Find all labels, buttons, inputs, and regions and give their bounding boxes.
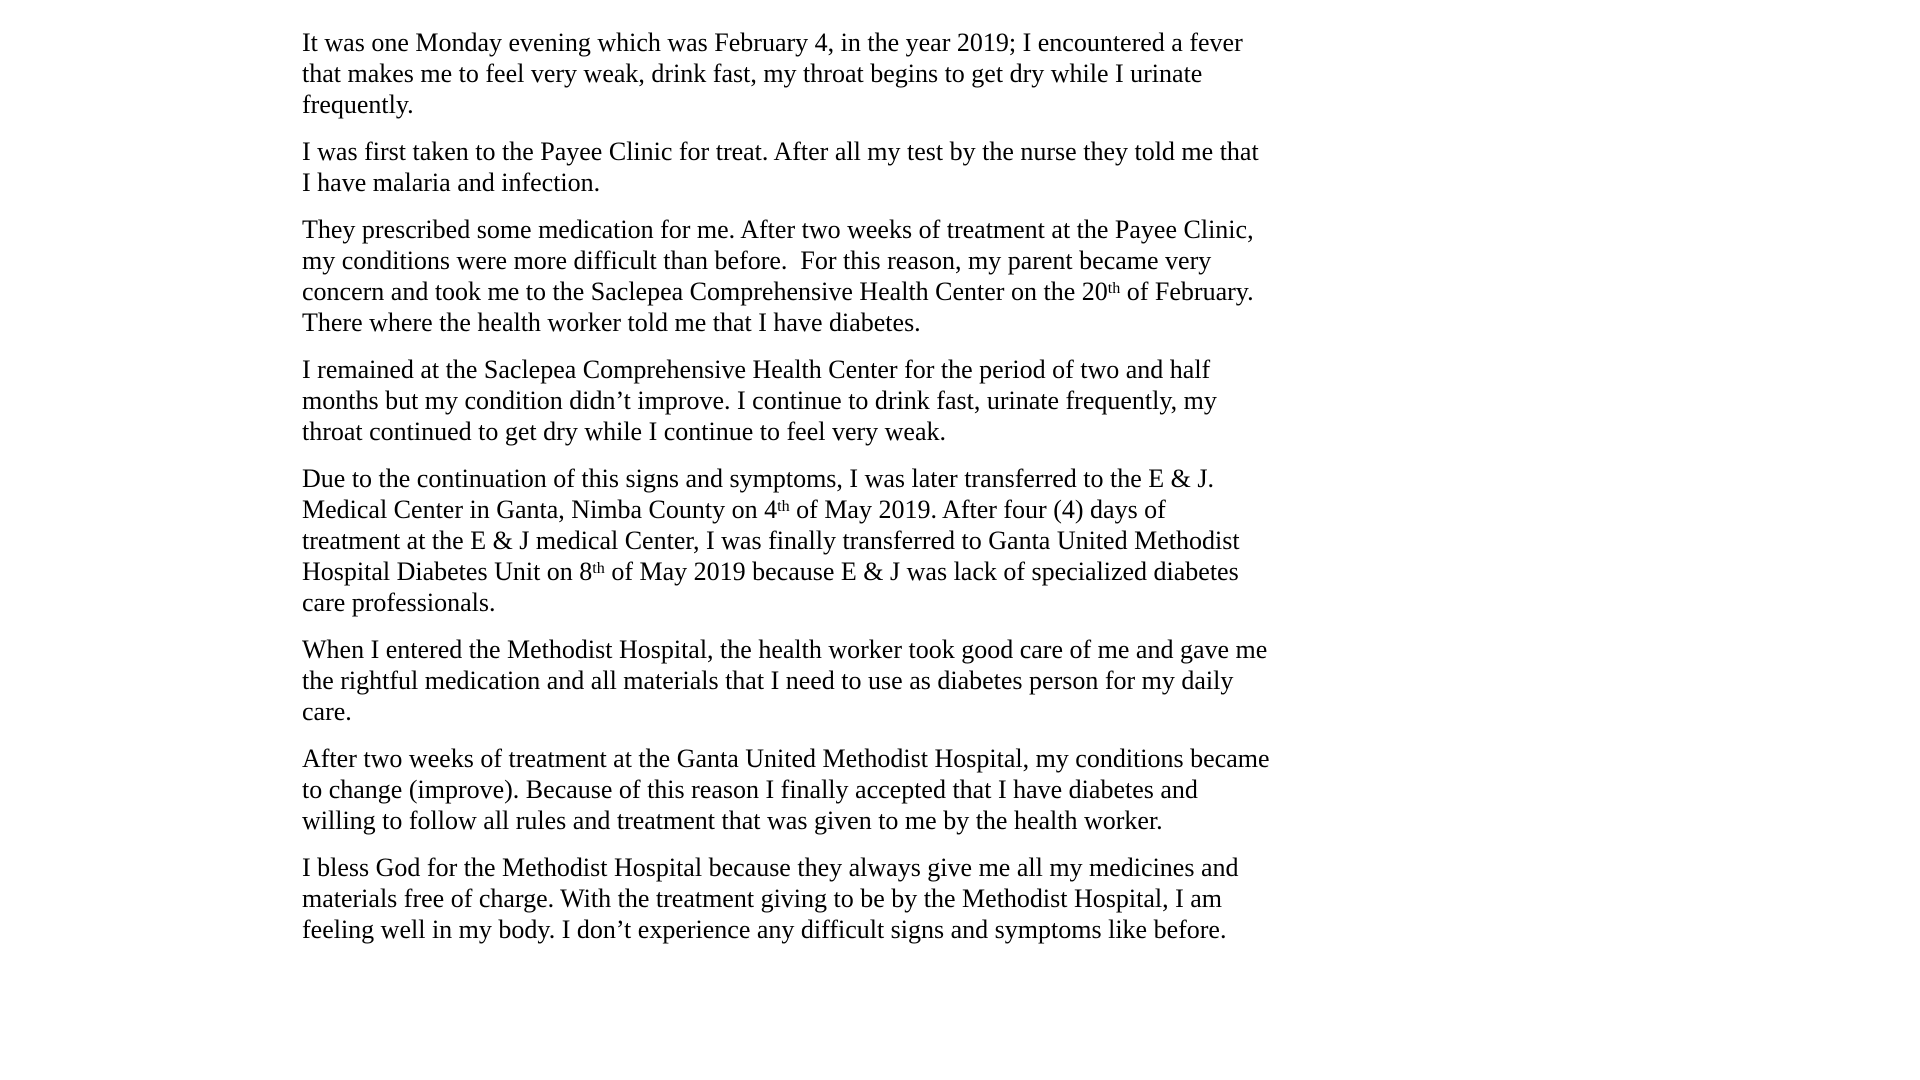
paragraph-text: of May 2019 because E & J was lack of specialized diabetes care professionals. [302,557,1239,617]
document-body [302,27,1270,945]
paragraph-text: It was one Monday evening which was February 4, in the year 2019; I encountered a fever that makes me to feel very weak, drink fast, my throat begins to get dry while I urinate frequently. [302,28,1243,119]
paragraph [302,852,1270,945]
paragraph-text: When I entered the Methodist Hospital, the health worker took good care of me and gave me the rightful medication and all materials that I need to use as diabetes person for my daily care. [302,635,1268,726]
paragraph [302,214,1270,338]
paragraph-text: of May 2019. After four (4) days of treatment at the E & J medical Center, I was finally transferred to Ganta United Methodist Hospital Diabetes Unit on 8 [302,495,1240,586]
paragraph [302,136,1270,198]
paragraph [302,463,1270,618]
paragraph-text: I was first taken to the Payee Clinic for treat. After all my test by the nurse they told me that I have malaria and infection. [302,137,1259,197]
paragraph [302,354,1270,447]
paragraph-text: of February. There where the health worker told me that I have diabetes. [302,277,1254,337]
paragraph-text: Due to the continuation of this signs and symptoms, I was later transferred to the E & J. Medical Center in Ganta, Nimba County on 4 [302,464,1214,524]
paragraph [302,27,1270,120]
paragraph-text: I bless God for the Methodist Hospital because they always give me all my medicines and materials free of charge. With the treatment giving to be by the Methodist Hospital, I am feeling well in my body. I don’t experience any difficult signs and symptoms like before. [302,853,1239,944]
ordinal-superscript: th [1107,279,1121,297]
ordinal-superscript: th [592,559,605,577]
ordinal-superscript: th [777,497,790,515]
paragraph-text: I remained at the Saclepea Comprehensive Health Center for the period of two and half months but my condition didn’t improve. I continue to drink fast, urinate frequently, my throat continued to get dry while I continue to feel very weak. [302,355,1217,446]
paragraph [302,634,1270,727]
paragraph-text: They prescribed some medication for me. After two weeks of treatment at the Payee Clinic, my conditions were more difficult than before. For this reason, my parent became very concern and took me to the Saclepea Comprehensive Health Center on the 20 [302,215,1254,306]
paragraph [302,743,1270,836]
paragraph-text: After two weeks of treatment at the Ganta United Methodist Hospital, my conditions became to change (improve). Because of this reason I finally accepted that I have diabetes and willing to follow all rules and treatment that was given to me by the health worker. [302,744,1270,835]
